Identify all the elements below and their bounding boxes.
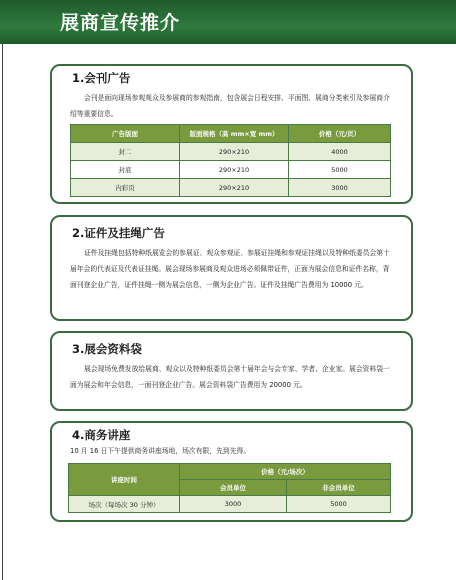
ad-price-table [70,124,391,197]
section-journal-ads [50,64,413,204]
table-header-cell: 讲座时间 [69,464,180,496]
section-business-lecture [50,421,413,522]
section-text: 证件及挂绳包括特种纸展览会的参展证、观众参观证、参展证挂绳和参观证挂绳以及特种纸委员会第十届年会的代表证及代表证挂绳。展会现场参展商及观众进场必须佩带证件，正面为展会信息和证件名称，背面刊登企业广告，证件挂绳一侧为展会信息，一侧为企业广告。证件及挂绳广告费用为 10000 元。 [70,249,390,289]
table-cell: 3000 [289,179,391,197]
section-material-bag [50,331,413,411]
table-header-cell: 非会员单位 [287,480,391,496]
section-title: 2.证件及挂绳广告 [72,226,165,240]
lecture-price-table [68,463,391,513]
table-cell: 场次（每场次 30 分钟） [69,496,180,513]
table-row [71,179,391,197]
table-row [69,496,391,513]
section-text: 展会现场免费发放给展商、观众以及特种纸委员会第十届年会与会专家、学者、企业家。展会资料袋一面为展会和年会信息，一面刊登企业广告。展会资料袋广告费用为 20000 元。 [70,365,390,389]
section-title: 3.展会资料袋 [72,342,142,356]
section-title: 4.商务讲座 [72,428,131,442]
table-header-cell: 价格（元/页） [289,125,391,143]
left-margin-line [2,44,3,580]
table-cell: 5000 [289,161,391,179]
table-header-cell: 广告版面 [71,125,180,143]
section-title: 1.会刊广告 [72,71,131,85]
table-cell: 4000 [289,143,391,161]
page-header [0,0,456,44]
table-header-cell: 版面规格（高 mm×宽 mm） [180,125,289,143]
section-badge-lanyard-ads [50,215,413,321]
section-text: 10 月 16 日下午提供商务讲座场地，场次有限，先到先得。 [70,447,251,455]
table-cell: 内彩页 [71,179,180,197]
section-text: 会刊是面向现场参观观众及参展商的参观指南，包含展会日程安排、平面图、展商分类索引及参展商介绍等重要信息。 [70,94,390,118]
table-cell: 封二 [71,143,180,161]
table-cell: 3000 [180,496,287,513]
page-title: 展商宣传推介 [60,12,181,34]
table-header-cell: 会员单位 [180,480,287,496]
table-row [71,143,391,161]
table-row [71,161,391,179]
table-cell: 5000 [287,496,391,513]
table-header-cell: 价格（元/场次） [180,464,391,480]
table-cell: 封底 [71,161,180,179]
table-cell: 290×210 [180,161,289,179]
table-cell: 290×210 [180,143,289,161]
table-cell: 290×210 [180,179,289,197]
